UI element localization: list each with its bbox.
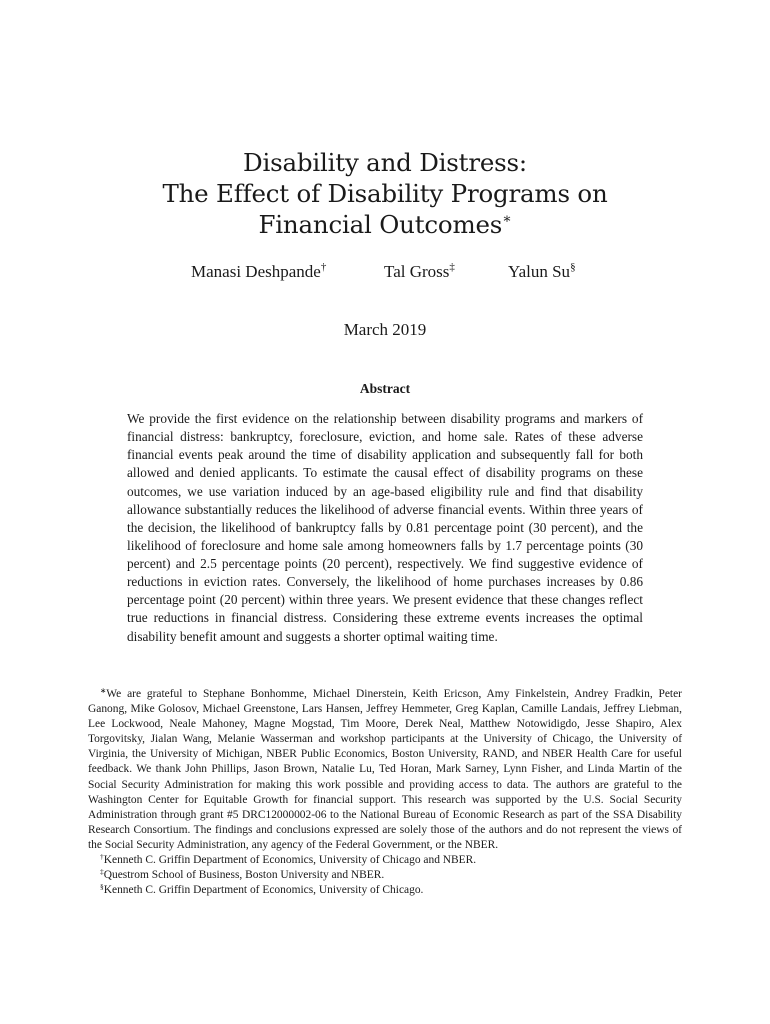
abstract-body: We provide the first evidence on the relationship between disability programs and markers of financial distress: bankruptcy, foreclosure, eviction, and home sale. Rates of these adverse financial events peak around the time of disability application and subsequently fall for both allowed and denied applicants. To estimate the causal effect of disability programs on these outcomes, we use variation induced by an age-based eligibility rule and find that disability allowance substantially reduces the likelihood of adverse financial events. Within three years of the decision, the likelihood of bankruptcy falls by 0.81 percentage point (30 percent), and the likelihood of foreclosure and home sale among homeowners falls by 1.7 percentage points (30 percent) and 2.5 percentage points (20 percent), respectively. We find suggestive evidence of reductions in eviction rates. Conversely, the likelihood of home purchases increases by 0.86 percentage point (20 percent) within three years. We present evidence that these changes reflect true reductions in financial distress. Considering these extreme events increases the optimal disability benefit amount and suggests a shorter optimal waiting time. [127, 411, 643, 644]
author-affiliation-marker: § [570, 261, 576, 273]
title-line-3 [0, 209, 770, 240]
title-line-3-text: Financial Outcomes [258, 210, 503, 239]
footnote-marker: † [100, 852, 104, 862]
publication-date: March 2019 [343, 320, 427, 339]
footnote-text: Kenneth C. Griffin Department of Economics, University of Chicago and NBER. [103, 854, 477, 867]
title-line-1: Disability and Distress: [243, 148, 527, 177]
footnote-su-affiliation [88, 883, 682, 898]
author-su [508, 262, 576, 282]
author-name: Manasi Deshpande [191, 262, 321, 281]
title-footnote-marker: ∗ [502, 211, 512, 227]
author-deshpande [191, 262, 326, 282]
footnote-text: Kenneth C. Griffin Department of Economics, University of Chicago. [103, 884, 424, 897]
footnotes [88, 687, 682, 898]
footnote-marker: ‡ [100, 867, 104, 877]
footnote-gross-affiliation [88, 868, 682, 883]
author-affiliation-marker: ‡ [449, 261, 455, 273]
paper-title [0, 147, 770, 240]
footnote-acknowledgments [88, 687, 682, 853]
title-line-2: The Effect of Disability Programs on [162, 179, 608, 208]
author-gross [384, 262, 455, 282]
author-name: Yalun Su [508, 262, 571, 281]
footnote-deshpande-affiliation [88, 853, 682, 868]
author-affiliation-marker: † [320, 261, 327, 273]
footnote-text: We are grateful to Stephane Bonhomme, Michael Dinerstein, Keith Ericson, Amy Finkelstein, Andrey Fradkin, Peter Ganong, Mike Golosov, Michael Greenstone, Lars Hansen, Jeffrey Hemmeter, Greg Kaplan, Camille Landais, Jeffrey Liebman, Lee Lockwood, Neale Mahoney, Magne Mogstad, Tim Moore, Derek Neal, Matthew Notowidigdo, Jesse Shapiro, Alex Torgovitsky, Jialan Wang, Melanie Wasserman and workshop participants at the University of Chicago, the University of Virginia, the University of Michigan, NBER Public Economics, Boston University, RAND, and NBER Health Care for useful feedback. We thank John Phillips, Jason Brown, Natalie Lu, Ted Horan, Mark Sarney, Lynn Fisher, and Linda Martin of the Social Security Administration for making this work possible and providing access to data. The authors are grateful to the Washington Center for Equitable Growth for financial support. This research was supported by the U.S. Social Security Administration through grant #5 DRC12000002-06 to the National Bureau of Economic Research as part of the SSA Disability Research Consortium. The findings and conclusions expressed are solely those of the authors and do not represent the views of the Social Security Administration, any agency of the Federal Government, or the NBER. [88, 688, 682, 851]
footnote-marker: ∗ [100, 686, 107, 695]
footnote-marker: § [100, 882, 104, 892]
author-name: Tal Gross [384, 262, 450, 281]
author-list [0, 262, 770, 286]
abstract-heading: Abstract [359, 381, 411, 396]
footnote-text: Questrom School of Business, Boston University and NBER. [103, 869, 385, 882]
